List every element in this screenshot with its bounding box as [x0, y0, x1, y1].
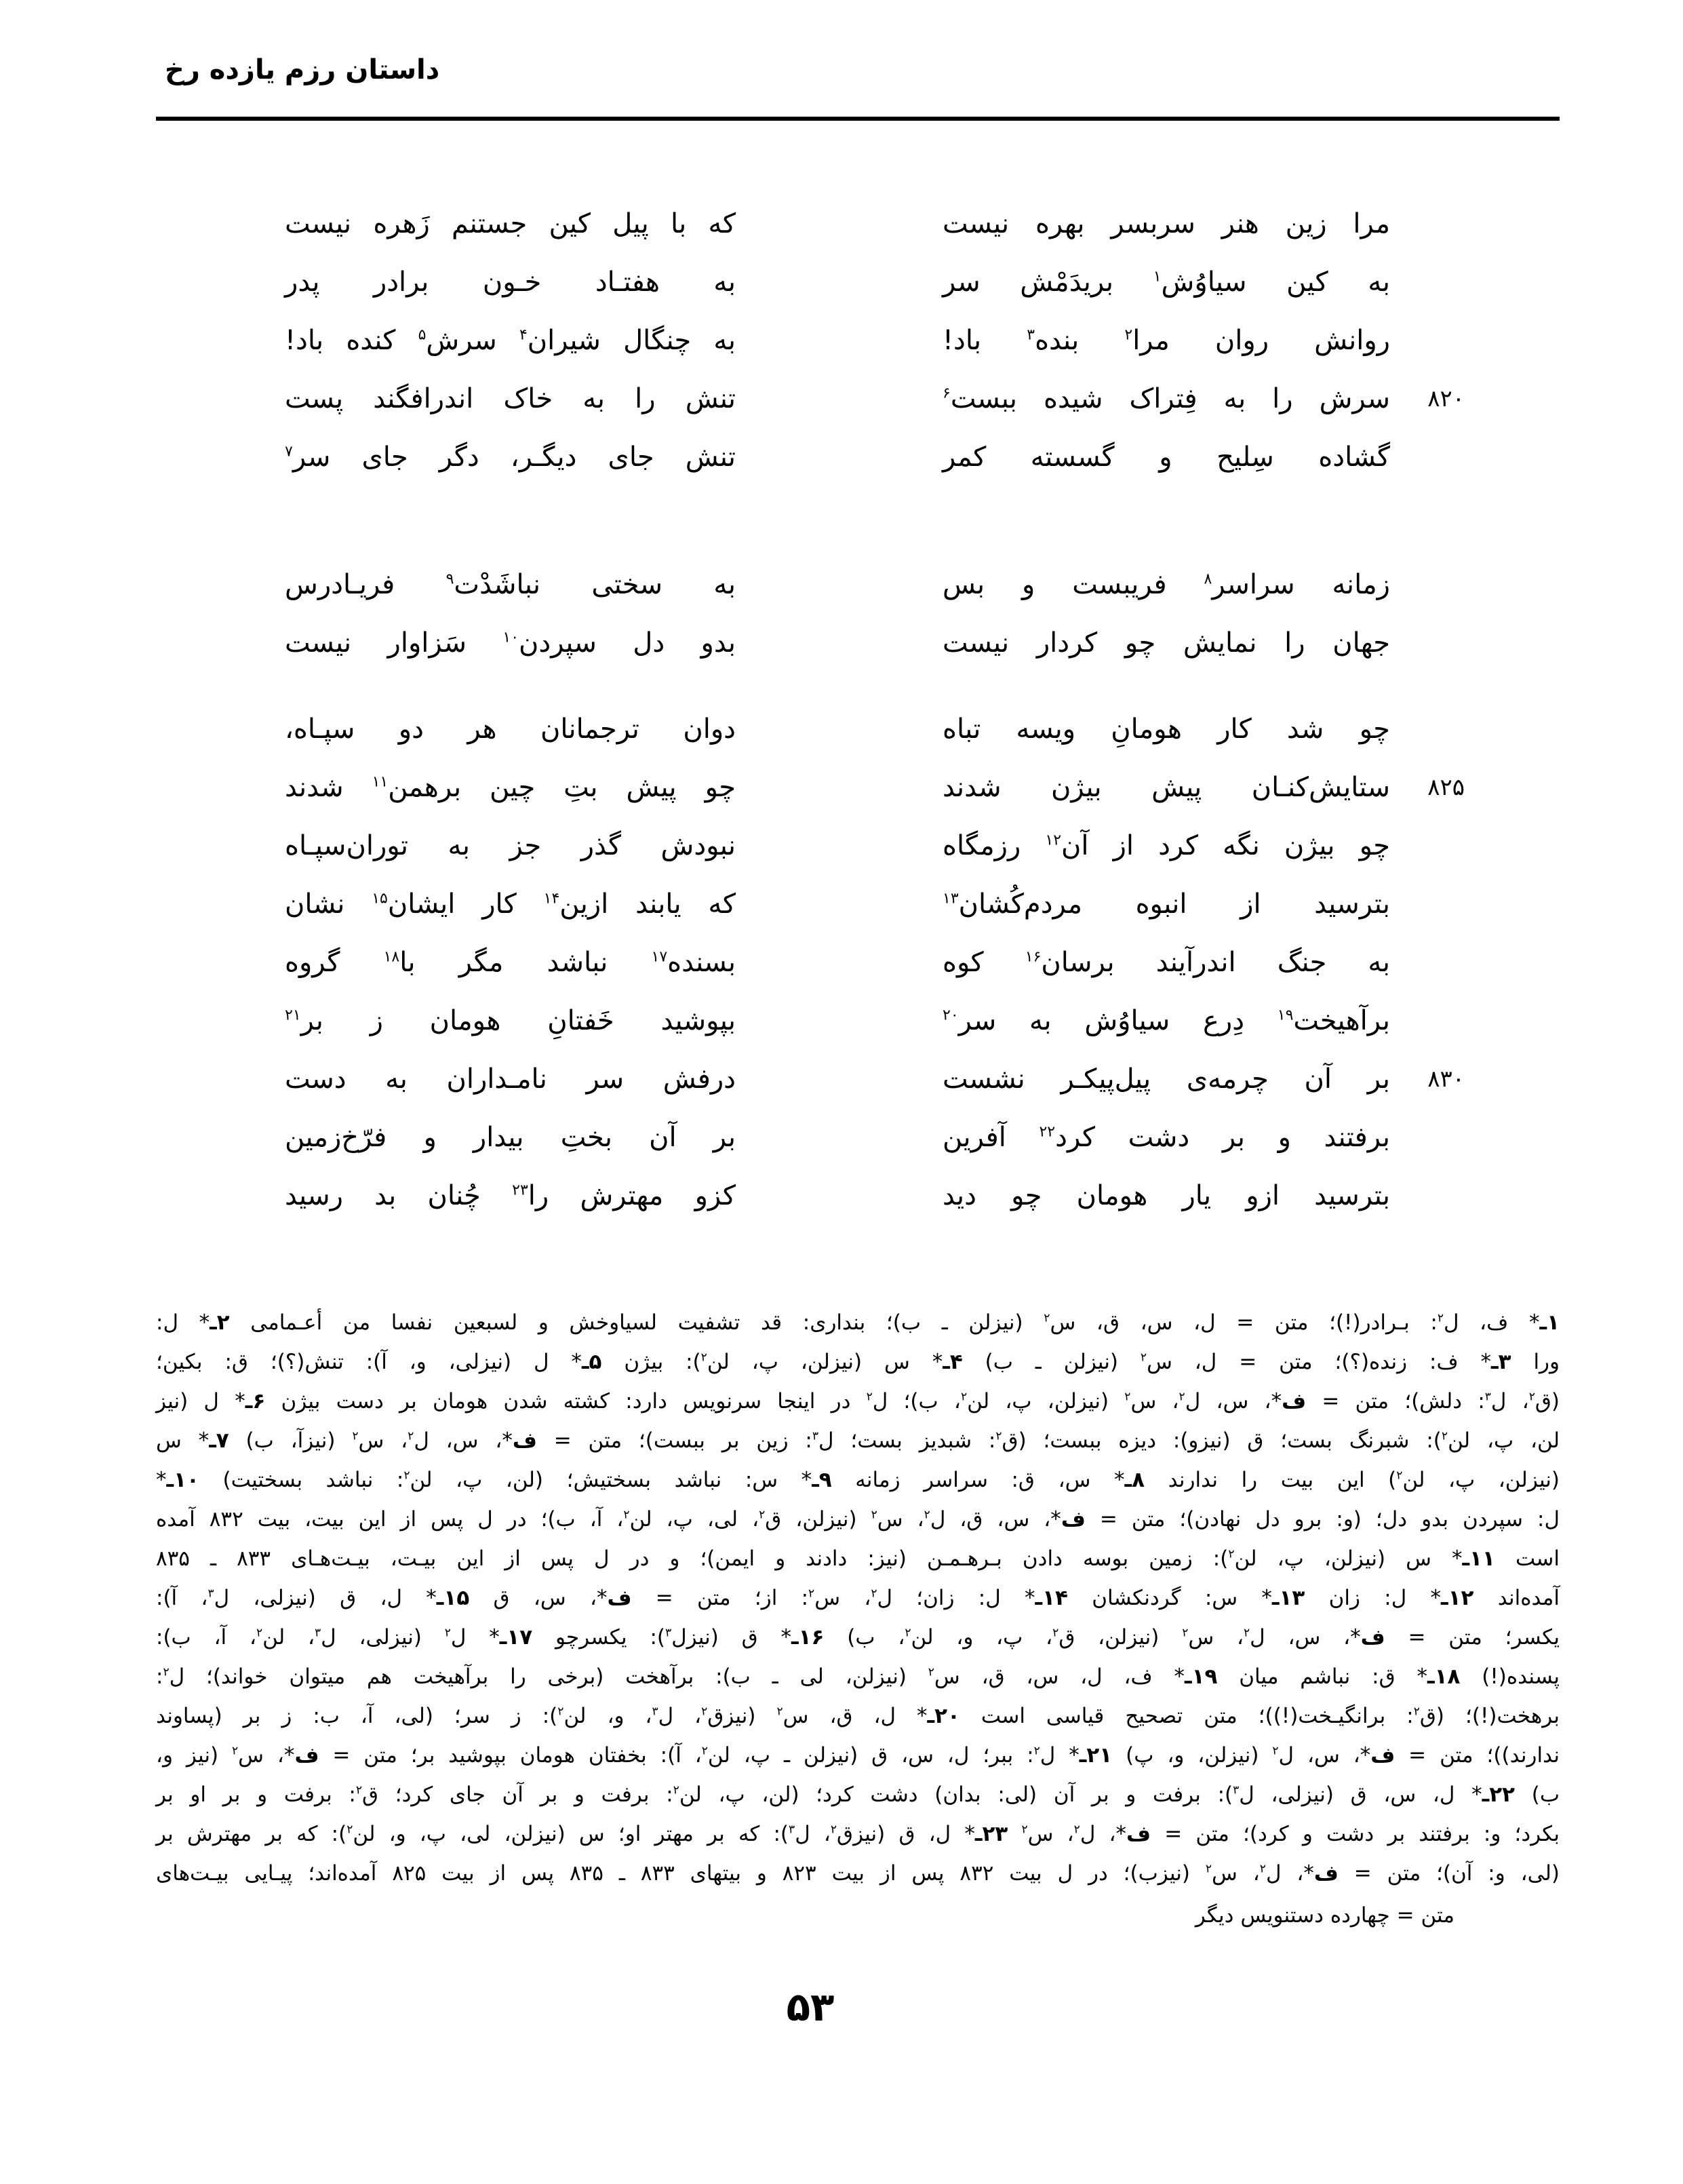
hemistich: مرا زین هنر سربسر بهره نیست: [943, 208, 1390, 239]
hemistich: درفش سر نامـداران به دست: [285, 1064, 736, 1095]
hemistich: بترسید ازو یار هومان چو دید: [943, 1180, 1390, 1211]
apparatus-line: ۱ـ* ف، ل$^۲$: بـرادر(!)؛ متن = ل، س، ق، س$^۲$ (نیزلن ـ ب)؛ بنداری: قد تشفیت لسیاوخش و لسبعین نفسا من أعـمامی ۲ـ* ل:: [156, 1310, 1560, 1335]
hemistich: به سختی نباشَدْت$^۹$ فریـادرس: [285, 569, 736, 600]
hemistich: بترسید از انبوه مردم‌کُشان$^{۱۳}$: [943, 889, 1390, 920]
hemistich: سرش را به فِتراک شیده ببست$^۶$: [943, 383, 1390, 414]
apparatus-line: پسنده(!) ۱۸ـ* ق: نباشم میان ۱۹ـ* ف، ل، س، ق، س$^۲$ (نیزلن، لی ـ ب): برآهخت (برخی را برآهیخت هم میتوان خواند)؛ ل$^۲$:: [156, 1664, 1560, 1689]
hemistich: بر آن چرمه‌ی پیل‌پیکـر نشست: [943, 1064, 1390, 1095]
page-number: ۵۳: [786, 1984, 835, 2030]
hemistich: به چنگال شیران$^۴$ سرش$^۵$ کنده باد!: [285, 325, 736, 356]
hemistich: کزو مهترش را$^{۲۳}$ چُنان بد رسید: [285, 1180, 736, 1211]
apparatus-line: لن، پ، لن$^۲$): شبرنگ بست؛ ق (نیزو): دیزه ببست؛ (ق$^۲$: شبدیز بست؛ ل$^۳$: زین بر ببست)؛ متن = ف*، س، ل$^۲$، س$^۲$ (نیزآ، ب) ۷ـ* س: [156, 1428, 1560, 1453]
hemistich: جهان را نمایش چو کردار نیست: [943, 627, 1390, 659]
verse-number: ۸۲۰: [1427, 385, 1465, 412]
apparatus-line: (ق$^۲$، ل$^۳$: دلش)؛ متن = ف*، س، ل$^۲$، س$^۲$ (نیزلن، پ، لن$^۲$، ب)؛ ل$^۲$ در اینجا سرنویس دارد: کشته شدن هومان بر دست بیژن ۶ـ* ل (نیز: [156, 1389, 1560, 1413]
apparatus-line: ورا ۳ـ* ف: زنده(؟)؛ متن = ل، س$^۲$ (نیزلن ـ ب) ۴ـ* س (نیزلن، پ، لن$^۲$): بیژن ۵ـ* ل (نیزلی، و، آ): تنش(؟)؛ ق: بکین؛: [156, 1350, 1560, 1374]
hemistich: به هفتـاد خـون برادر پدر: [285, 267, 736, 298]
hemistich: که با پیل کین جستنم زَهره نیست: [285, 208, 736, 239]
hemistich: برفتند و بر دشت کرد$^{۲۲}$ آفرین: [943, 1122, 1390, 1153]
critical-apparatus: [156, 1303, 1560, 1935]
apparatus-line: (نیزلن، پ، لن$^۲$) این بیت را ندارند ۸ـ* س، ق: سراسر زمانه ۹ـ* س: نباشد بسختیش؛ (لن، پ، لن$^۲$: نباشد بسختیت) ۱۰ـ*: [156, 1468, 1560, 1492]
apparatus-line: بکرد؛ و: برفتند بر دشت و کرد)؛ متن = ف*، ل$^۲$، س$^۲$ ۲۳ـ* ل، ق (نیزق$^۲$، ل$^۳$): که بر مهتر او؛ س (نیزلن، لی، پ، و، لن$^۲$): که بر مهترش بر: [156, 1822, 1560, 1846]
hemistich: چو بیژن نگه کرد از آن$^{۱۲}$ رزمگاه: [943, 830, 1391, 861]
running-head-title: داستان رزم یازده رخ: [165, 54, 440, 85]
hemistich: تنش جای دیگـر، دگر جای سر$^۷$: [285, 442, 736, 473]
hemistich: به جنگ اندرآیند برسان$^{۱۶}$ کوه: [943, 947, 1390, 978]
apparatus-line: ب) ۲۲ـ* ل، س، ق (نیزلی، ل$^۳$): برفت و بر آن (لی: بدان) دشت کرد؛ (لن، پ، لن$^۲$: برفت و بر آن جای کرد؛ ق$^۲$: برفت و بر او بر: [156, 1782, 1560, 1807]
apparatus-line: ل: سپردن بدو دل؛ (و: برو دل نهادن)؛ متن = ف*، س، ق، ل$^۲$، س$^۲$ (نیزلن، ق$^۲$، لی، پ، لن$^۲$، آ، ب)؛ در ل پس از این بیت، بیت ۸۳۲ آمده: [156, 1507, 1560, 1532]
verse-number: ۸۲۵: [1427, 774, 1465, 801]
hemistich: که یابند ازین$^{۱۴}$ کار ایشان$^{۱۵}$ نشان: [285, 889, 736, 920]
apparatus-line: (لی، و: آن)؛ متن = ف*، ل$^۲$، س$^۲$ (نیزب)؛ در ل بیت ۸۳۲ پس از بیت ۸۲۳ و بیتهای ۸۳۳ ـ ۸۳۵ پس از بیت ۸۲۵ آمده‌اند؛ پیـایی بیـت‌های: [156, 1861, 1560, 1886]
hemistich: بپوشید خَفتانِ هومان ز بر$^{۲۱}$: [285, 1005, 736, 1036]
hemistich: بر آن بختِ بیدار و فرّخ‌زمین: [285, 1122, 736, 1153]
apparatus-line: ندارند))؛ متن = ف*، س، ل$^۲$ (نیزلن، و، پ) ۲۱ـ* ل$^۲$: ببر؛ ل، س، ق (نیزلن ـ پ، لن$^۲$، آ): بخفتان هومان بپوشید بر؛ متن = ف*، س$^۲$ (نیز و،: [156, 1743, 1560, 1768]
hemistich: روانش روان مرا$^۲$ بنده$^۳$ باد!: [943, 325, 1390, 356]
apparatus-line: آمده‌اند ۱۲ـ* ل: زان ۱۳ـ* س: گردنکشان ۱۴ـ* ل: زان؛ ل$^۲$، س$^۲$: از؛ متن = ف*، س، ق ۱۵ـ* ل، ق (نیزلی، ل$^۳$، آ):: [156, 1586, 1560, 1610]
hemistich: چو پیش بتِ چین برهمن$^{۱۱}$ شدند: [285, 772, 736, 803]
hemistich: ستایش‌کنـان پیش بیژن شدند: [943, 772, 1390, 803]
hemistich: برآهیخت$^{۱۹}$ دِرع سیاوُش به سر$^{۲۰}$: [943, 1005, 1390, 1036]
apparatus-line: یکسر؛ متن = ف*، س، ل$^۲$، س$^۲$ (نیزلن، ق$^۲$، پ، و، لن$^۲$، ب) ۱۶ـ* ق (نیزل$^۳$): یکسرچو ۱۷ـ* ل$^۲$ (نیزلی، ل$^۳$، لن$^۲$، آ، ب):: [156, 1625, 1560, 1650]
apparatus-line-last: متن = چهارده دستنویس دیگر: [1195, 1903, 1454, 1928]
hemistich: بسنده$^{۱۷}$ نباشد مگر با$^{۱۸}$ گروه: [285, 947, 736, 978]
hemistich-column-first: [943, 195, 1390, 1225]
hemistich-column-second: [285, 195, 736, 1225]
hemistich: چو شد کار هومانِ ویسه تباه: [943, 714, 1390, 745]
apparatus-line: است ۱۱ـ* س (نیزلن، پ، لن$^۲$): زمین بوسه دادن بـرهـمـن (نیز: دادند و ایمن)؛ و در ل پس از این بیـت، بیـت‌هـای ۸۳۳ ـ ۸۳۵: [156, 1546, 1560, 1571]
hemistich: گشاده سِلیح و گسسته کمر: [943, 442, 1390, 473]
header-rule: [156, 117, 1560, 121]
hemistich: تنش را به خاک اندرافگند پست: [285, 383, 736, 414]
hemistich: به کین سیاوُش$^۱$ بریدَمْش سر: [943, 267, 1390, 298]
hemistich: نبودش گذر جز به توران‌سپـاه: [285, 830, 736, 861]
hemistich: زمانه سراسر$^۸$ فریبست و بس: [943, 569, 1390, 600]
verse-number: ۸۳۰: [1427, 1066, 1465, 1093]
hemistich: دوان ترجمانان هر دو سپـاه،: [285, 714, 736, 745]
hemistich: بدو دل سپردن$^{۱۰}$ سَزاوار نیست: [285, 627, 736, 659]
apparatus-line: برهخت(!)؛ (ق$^۲$: برانگیـخت(!))؛ متن تصحیح قیاسی است ۲۰ـ* ل، ق، س$^۲$ (نیزق$^۲$، ل$^۳$، و، لن$^۲$): ز سر؛ (لی، آ، ب: ز بر (پساوند: [156, 1704, 1560, 1728]
